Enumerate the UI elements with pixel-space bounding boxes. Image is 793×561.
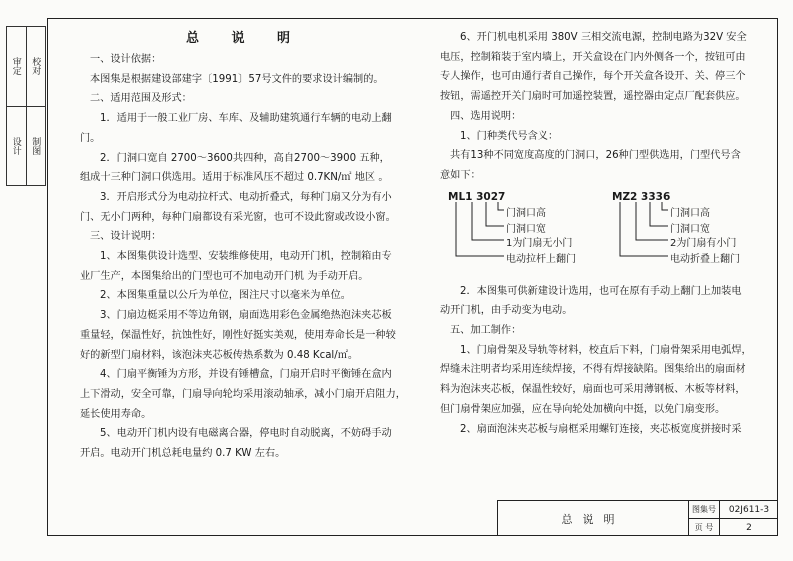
text-line: 4、门扇平衡锤为方形，并设有锤槽盒，门扇开启时平衡锤在盒内 [100, 369, 392, 381]
approval-cell-draw: 制图 [26, 106, 46, 186]
text-line: 专人操作，也可由通行者自己操作，每个开关盒各设开、关、停三个 [440, 71, 746, 83]
title-block-name: 总说明 [498, 501, 689, 536]
code-label-rod-type: 电动拉杆上翻门 [506, 253, 576, 265]
text-line: 五、加工制作： [450, 325, 522, 337]
title-block-meta [689, 501, 778, 536]
code-label-height: 门洞口高 [506, 207, 546, 219]
text-line: 意如下： [440, 169, 481, 181]
code-label-fold-type: 电动折叠上翻门 [670, 253, 740, 265]
text-line: 1、门扇骨架及导轨等材料，校直后下料，门扇骨架采用电弧焊， [460, 344, 752, 356]
atlas-number: 02J611-3 [728, 504, 770, 515]
text-line: 3．开启形式分为电动拉杆式、电动折叠式，每种门扇又分为有小 [100, 191, 392, 203]
text-line: 门。 [80, 132, 101, 144]
text-line: 本图集是根据建设部建字〔1991〕57号文件的要求设计编制的。 [90, 73, 384, 85]
text-line: 2．门洞口宽自 2700～3600共四种，高自2700～3900 五种， [100, 152, 390, 164]
door-code-ml: ML1 3027 [448, 190, 506, 203]
page-title: 总 说 明 [185, 31, 305, 46]
text-line: 2、本图集重量以公斤为单位，图注尺寸以毫米为单位。 [100, 290, 351, 302]
right-text-top [440, 28, 775, 186]
title-block [497, 500, 778, 536]
door-code-diagram [446, 188, 775, 278]
text-line: 2、扇面泡沫夹芯板与扇框采用螺钉连接，夹芯板宽度拼接时采 [460, 423, 742, 435]
text-line: 重量轻，保温性好，抗蚀性好，刚性好挺实美观，使用寿命长是一种较 [80, 329, 396, 341]
page-number: 2 [746, 522, 752, 533]
text-line: 三、设计说明： [90, 231, 162, 243]
page-number-label: 页 号 [689, 519, 720, 536]
text-line: 电压，控制箱装于室内墙上，开关盒设在门内外侧各一个，按钮可由 [440, 51, 746, 63]
text-line: 按钮，需遥控开关门扇时可加遥控装置，遥控器由定点厂配套供应。 [440, 91, 746, 103]
atlas-number-label: 图集号 [689, 501, 720, 518]
text-line: 6、开门机电机采用 380V 三相交流电源，控制电路为32V 安全 [460, 32, 747, 43]
door-code-mz: MZ2 3336 [612, 190, 671, 203]
code-label-with-wicket: 2为门扇有小门 [670, 237, 737, 249]
right-text-bottom [440, 282, 775, 440]
text-line: 共有13种不同宽度高度的门洞口，26种门型供选用，门型代号含 [450, 150, 741, 162]
text-line: 一、设计依据： [90, 54, 162, 65]
text-line: 1．适用于一般工业厂房、车库、及辅助建筑通行车辆的电动上翻 [100, 113, 392, 125]
text-line: 门、无小门两种，每种门扇都设有采光窗，也可不设此窗或改设小窗。 [80, 211, 396, 223]
text-line: 业厂生产，本图集给出的门型也可不加电动开门机 为手动开启。 [80, 270, 369, 282]
text-line: 好的新型门扇材料，该泡沫夹芯板传热系数为 0.48 Kcal/㎡。 [80, 349, 359, 361]
approval-cell-design: 设计 [7, 106, 27, 186]
text-line: 动开门机，由手动变为电动。 [440, 305, 573, 317]
text-line: 5、电动开门机内设有电磁离合器，停电时自动脱离，不妨碍手动 [100, 428, 392, 440]
text-line: 二、适用范围及形式： [90, 93, 192, 105]
text-line: 1、本图集供设计选型、安装维修使用，电动开门机，控制箱由专 [100, 251, 392, 263]
code-label-width-2: 门洞口宽 [670, 223, 710, 235]
code-label-height-2: 门洞口高 [670, 207, 710, 219]
code-label-no-wicket: 1为门扇无小门 [506, 237, 573, 249]
approval-cell-check: 校对 [26, 27, 46, 107]
text-line: 料为泡沫夹芯板，保温性较好，扇面也可采用薄钢板、木板等材料， [440, 384, 746, 396]
text-line: 四、选用说明： [450, 110, 522, 122]
text-line: 但门扇骨架应加强，应在导向轮处加横向中挺，以免门扇变形。 [440, 403, 726, 415]
text-line: 组成十三种门洞口供选用。适用于标准风压不超过 0.7KN/㎡ 地区 。 [80, 172, 389, 184]
text-line: 焊缝未注明者均采用连续焊接，不得有焊接缺陷。图集给出的扇面材 [440, 364, 746, 376]
code-label-width: 门洞口宽 [506, 223, 546, 235]
text-line: 1、门种类代号含义： [460, 130, 559, 142]
left-text-body [80, 50, 410, 464]
text-line: 3、门扇边梃采用不等边角钢，扇面选用彩色金属绝热泡沫夹芯板 [100, 310, 392, 322]
text-line: 上下滑动，安全可靠，门扇导向轮均采用滚动轴承，减小门扇开启阻力， [80, 388, 406, 400]
right-column [440, 28, 775, 439]
left-column [80, 28, 410, 464]
text-line: 2．本图集可供新建设计选用，也可在原有手动上翻门上加装电 [460, 285, 742, 297]
approval-strip [6, 26, 46, 186]
text-line: 开启。电动开门机总耗电量约 0.7 KW 左右。 [80, 448, 286, 460]
text-line: 延长使用寿命。 [80, 408, 152, 420]
approval-cell-review: 审定 [7, 27, 27, 107]
